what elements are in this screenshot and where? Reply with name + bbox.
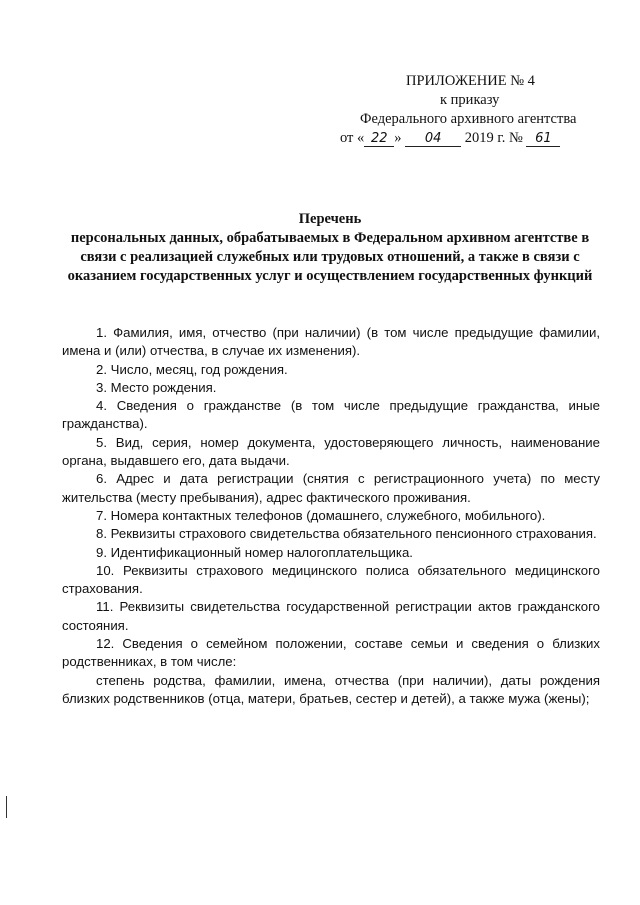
list-item: 8. Реквизиты страхового свидетельства обязательного пенсионного страхования. — [96, 526, 597, 542]
date-mid: » — [394, 130, 402, 146]
scan-edge-mark — [6, 796, 7, 818]
date-day: 22 — [364, 132, 394, 147]
list-item: 2. Число, месяц, год рождения. — [96, 361, 288, 377]
list-item: 10. Реквизиты страхового медицинского полиса обязательного медицинского страхования. — [62, 562, 600, 597]
list-item: 11. Реквизиты свидетельства государственной регистрации актов гражданского состояния. — [62, 599, 600, 633]
agency-name: Федерального архивного агентства — [360, 111, 577, 127]
date-prefix: от « — [340, 130, 365, 146]
order-number: 61 — [526, 132, 560, 147]
date-month: 04 — [405, 132, 461, 147]
list-item: степень родства, фамилии, имена, отчества (при наличии), даты рождения близких родственников (отца, матери, братьев, сестер и детей), а также мужа (жены); — [62, 672, 600, 706]
list-item: 7. Номера контактных телефонов (домашнего, служебного, мобильного). — [96, 507, 546, 523]
items-list — [62, 324, 600, 708]
order-reference: к приказу — [440, 92, 500, 108]
title-heading: Перечень — [298, 211, 362, 227]
list-item: 1. Фамилия, имя, отчество (при наличии) (в том числе предыдущие фамилии, имена и (или) отчества, в случае их изменения). — [62, 325, 600, 359]
list-item: 4. Сведения о гражданстве (в том числе предыдущие гражданства, иные гражданства). — [62, 398, 600, 432]
order-date-line — [340, 129, 600, 148]
list-item: 3. Место рождения. — [96, 379, 217, 395]
list-item: 6. Адрес и дата регистрации (снятия с регистрационного учета) по месту жительства (месту пребывания), адрес фактического проживания. — [62, 471, 600, 505]
appendix-block — [340, 72, 600, 148]
list-item: 9. Идентификационный номер налогоплательщика. — [96, 544, 413, 560]
list-item: 12. Сведения о семейном положении, составе семьи и сведения о близких родственниках, в том числе: — [62, 636, 600, 670]
document-title — [60, 210, 600, 286]
list-item: 5. Вид, серия, номер документа, удостоверяющего личность, наименование органа, выдавшего его, дата выдачи. — [62, 434, 600, 469]
date-year-prefix: 2019 г. № — [464, 130, 523, 146]
title-body: персональных данных, обрабатываемых в Федеральном архивном агентстве в связи с реализацией служебных или трудовых отношений, а также в связи с оказанием государственных услуг и осуществлением государственных функций — [67, 230, 593, 284]
appendix-label: ПРИЛОЖЕНИЕ № 4 — [406, 73, 535, 89]
